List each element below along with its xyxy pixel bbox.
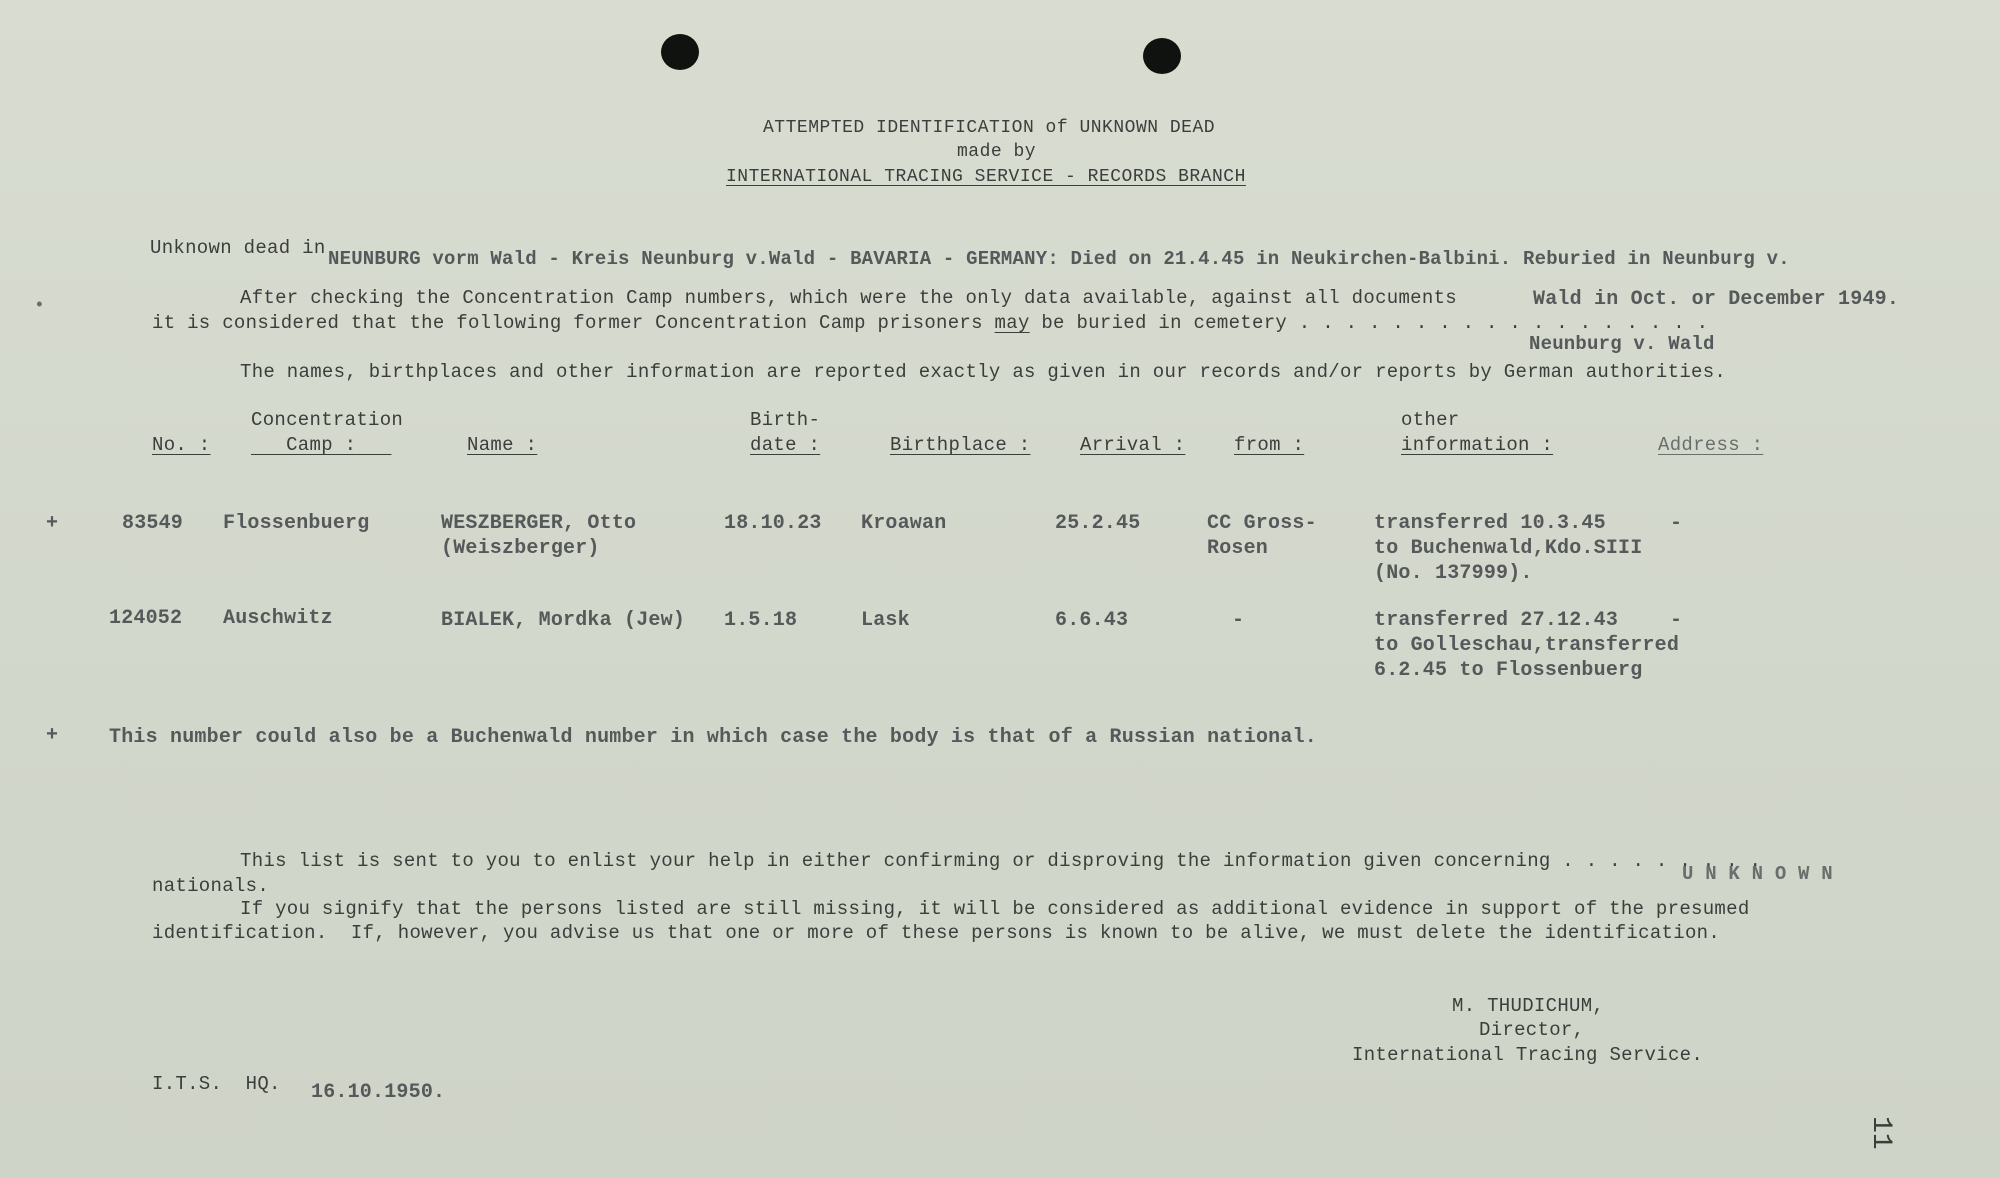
signature-name: M. THUDICHUM, bbox=[1452, 995, 1605, 1017]
row1-from1: CC Gross- bbox=[1207, 512, 1317, 535]
row2-camp: Auschwitz bbox=[223, 607, 333, 630]
row1-info2: to Buchenwald,Kdo.SIII bbox=[1374, 537, 1643, 560]
row2-info1: transferred 27.12.43 bbox=[1374, 609, 1619, 632]
closing-line4: identification. If, however, you advise us that one or more of these persons is known to be alive, we must delete the identification. bbox=[152, 922, 1721, 944]
signature-role: Director, bbox=[1479, 1019, 1585, 1041]
row2-birthplace: Lask bbox=[861, 609, 910, 632]
footnote-text: This number could also be a Buchenwald number in which case the body is that of a Russian national. bbox=[109, 726, 1317, 749]
header-birthdate: date : bbox=[750, 434, 821, 456]
row1-no: 83549 bbox=[122, 512, 184, 535]
paragraph1-line2-text: it is considered that the following former Concentration Camp prisoners bbox=[152, 312, 983, 334]
header-other: information : bbox=[1401, 434, 1554, 456]
row2-address: - bbox=[1670, 609, 1683, 632]
row2-info3: 6.2.45 to Flossenbuerg bbox=[1374, 659, 1643, 682]
header-other-top: other bbox=[1401, 409, 1460, 431]
paragraph1-line1: After checking the Concentration Camp numbers, which were the only data available, against all documents bbox=[240, 287, 1457, 309]
row1-mark: + bbox=[46, 512, 59, 535]
row1-info3: (No. 137999). bbox=[1374, 562, 1533, 585]
row1-from2: Rosen bbox=[1207, 537, 1269, 560]
header-name: Name : bbox=[467, 434, 538, 456]
header-birthplace: Birthplace : bbox=[890, 434, 1031, 456]
footnote-mark: + bbox=[46, 724, 59, 747]
footer-hq: I.T.S. HQ. bbox=[152, 1073, 281, 1095]
paragraph2: The names, birthplaces and other information are reported exactly as given in our records and/or reports by German authorities. bbox=[240, 361, 1727, 383]
row1-birthplace: Kroawan bbox=[861, 512, 947, 535]
closing-line3: If you signify that the persons listed are still missing, it will be considered as additional evidence in support of the presumed bbox=[240, 898, 1750, 920]
row1-camp: Flossenbuerg bbox=[223, 512, 370, 535]
row2-info2: to Golleschau,transferred bbox=[1374, 634, 1680, 657]
footer-date: 16.10.1950. bbox=[311, 1081, 446, 1104]
row2-from1: - bbox=[1232, 609, 1245, 632]
cemetery-name: Neunburg v. Wald bbox=[1529, 333, 1715, 355]
row2-no: 124052 bbox=[109, 607, 183, 630]
closing-line1: This list is sent to you to enlist your help in either confirming or disproving the information given concerning . . . . . . . . . bbox=[240, 850, 1762, 872]
header-arrival: Arrival : bbox=[1080, 434, 1186, 456]
row2-arrival: 6.6.43 bbox=[1055, 609, 1129, 632]
row1-address: - bbox=[1670, 512, 1683, 535]
page-mark: 11 bbox=[1865, 1116, 1896, 1150]
title-line-1: ATTEMPTED IDENTIFICATION of UNKNOWN DEAD bbox=[763, 118, 1216, 138]
punch-hole-right bbox=[1143, 38, 1181, 74]
header-no: No. : bbox=[152, 434, 211, 456]
title-line-3: INTERNATIONAL TRACING SERVICE - RECORDS BRANCH bbox=[726, 167, 1246, 187]
header-birthdate-top: Birth- bbox=[750, 409, 821, 431]
row1-name1: WESZBERGER, Otto bbox=[441, 512, 637, 535]
paragraph1-line1-stamp: Wald in Oct. or December 1949. bbox=[1533, 288, 1900, 311]
row2-birthdate: 1.5.18 bbox=[724, 609, 798, 632]
row1-arrival: 25.2.45 bbox=[1055, 512, 1141, 535]
closing-line2: nationals. bbox=[152, 875, 270, 897]
unknown-dead-details: NEUNBURG vorm Wald - Kreis Neunburg v.Wald - BAVARIA - GERMANY: Died on 21.4.45 in Neukirchen-Balbini. Reburied in Neunburg v. bbox=[328, 248, 1790, 270]
margin-dot: • bbox=[34, 296, 45, 316]
signature-org: International Tracing Service. bbox=[1352, 1044, 1704, 1066]
paragraph1-line2-end: be buried in cemetery . . . . . . . . . . . . . . . . . . bbox=[1041, 312, 1709, 334]
punch-hole-left bbox=[661, 34, 699, 70]
header-address: Address : bbox=[1658, 434, 1764, 456]
row1-info1: transferred 10.3.45 bbox=[1374, 512, 1606, 535]
paragraph1-may: may bbox=[994, 312, 1030, 334]
row1-birthdate: 18.10.23 bbox=[724, 512, 822, 535]
header-camp-top: Concentration bbox=[251, 409, 404, 431]
title-line-2: made by bbox=[957, 142, 1037, 162]
unknown-dead-label: Unknown dead in bbox=[150, 237, 326, 259]
paragraph1-line2 bbox=[152, 312, 1708, 334]
header-camp-text: Camp : bbox=[286, 434, 357, 456]
row2-name1: BIALEK, Mordka (Jew) bbox=[441, 609, 686, 632]
header-from: from : bbox=[1234, 434, 1305, 456]
closing-nationality: U N K N O W N bbox=[1682, 863, 1833, 885]
row1-name2: (Weiszberger) bbox=[441, 537, 600, 560]
header-camp bbox=[251, 434, 391, 456]
